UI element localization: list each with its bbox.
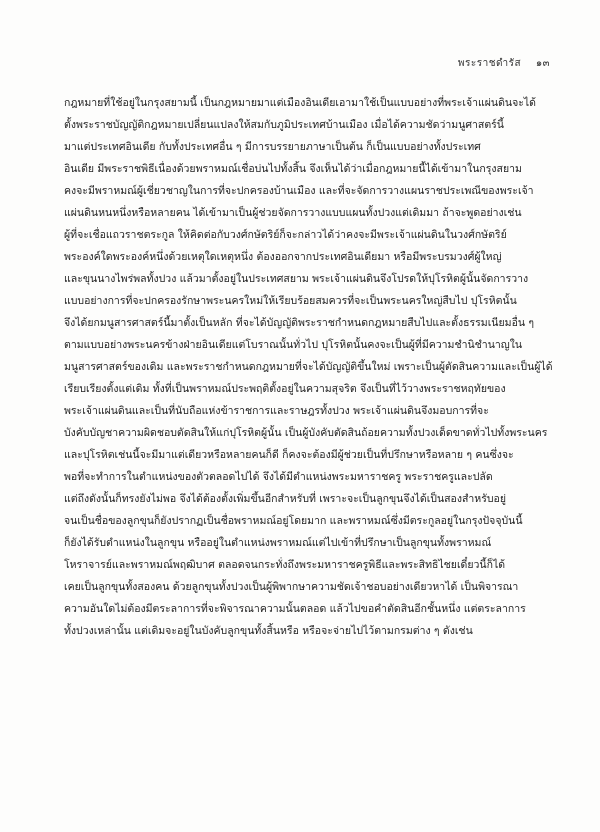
text-line: โหราจารย์และพราหมณ์พฤฒิบาศ ตลอดจนกระทั่งถึงพระมหาราชครูพิธีและพระสิทธิไชยเดี๋ยวนี้ก็ได้ xyxy=(64,559,506,571)
text-line: คงจะมีพราหมณ์ผู้เชี่ยวชาญในการที่จะปกครองบ้านเมือง และที่จะจัดการวางแผนราชประเพณีของพระเจ้า xyxy=(64,185,534,197)
text-line: พระองค์ใดพระองค์หนึ่งด้วยเหตุใดเหตุหนึ่ง ต้องออกจากประเทศอินเดียมา หรือมีพระบรมวงศ์ผู้ใหญ่ xyxy=(64,251,502,263)
text-line: และขุนนางไพร่พลทั้งปวง แล้วมาตั้งอยู่ในประเทศสยาม พระเจ้าแผ่นดินจึงโปรดให้ปุโรหิตผู้นั้นจัดการวาง xyxy=(64,273,529,285)
text-line: แผ่นดินหนหนึ่งหรือหลายคน ได้เข้ามาเป็นผู้ช่วยจัดการวางแบบแผนทั้งปวงแต่เดิมมา ถ้าจะพูดอย่างเช่น xyxy=(64,207,522,219)
text-line: มาแต่ประเทศอินเดีย กับทั้งประเทศอื่น ๆ มีการบรรยายภาษาเป็นต้น ก็เป็นแบบอย่างทั้งประเทศ xyxy=(64,141,481,153)
text-line: แต่ถึงดังนั้นก็ทรงยังไม่พอ จึงได้ต้องตั้งเพิ่มขึ้นอีกสำหรับที่ เพราะจะเป็นลูกขุนจึงได้เป็นสองสำหรับอยู่ xyxy=(64,493,506,505)
text-line: ตามแบบอย่างพระนครข้างฝ่ายอินเดียแต่โบราณนั้นทั่วไป ปุโรหิตนั้นคงจะเป็นผู้ที่มีความชำนิชำนาญใน xyxy=(64,339,523,351)
text-line: ตั้งพระราชบัญญัติกฎหมายเปลี่ยนแปลงให้สมกับภูมิประเทศบ้านเมือง เมื่อได้ความชัดว่ามนูศาสตร์นี้ xyxy=(64,119,504,131)
text-line: เรียบเรียงตั้งแต่เดิม ทั้งที่เป็นพราหมณ์ประพฤติตั้งอยู่ในความสุจริต จึงเป็นที่ไว้วางพระราชหฤทัยของ xyxy=(64,383,506,395)
text-line: กฎหมายที่ใช้อยู่ในกรุงสยามนี้ เป็นกฎหมายมาแต่เมืองอินเดียเอามาใช้เป็นแบบอย่างที่พระเจ้าแผ่นดินจะได้ xyxy=(64,97,536,109)
text-line: ผู้ที่จะเชื่อแถวราชตระกูล ให้คิดต่อกับวงศ์กษัตริย์ก็จะกล่าวได้ว่าคงจะมีพระเจ้าแผ่นดินในวงศ์กษัตริย์ xyxy=(64,229,507,241)
text-line: แบบอย่างการที่จะปกครองรักษาพระนครใหม่ให้เรียบร้อยสมควรที่จะเป็นพระนครใหญ่สืบไป ปุโรหิตนั้น xyxy=(64,295,517,307)
running-title: พระราชดำรัส xyxy=(457,58,522,69)
text-line: ทั้งปวงเหล่านั้น แต่เดิมจะอยู่ในบังคับลูกขุนทั้งสิ้นหรือ หรือจะจ่ายไปไว้ตามกรมต่าง ๆ ดังเช่น xyxy=(64,625,473,637)
text-line: เคยเป็นลูกขุนทั้งสองคน ด้วยลูกขุนทั้งปวงเป็นผู้พิพากษาความชัดเจ้าชอบอย่างเดียวหาได้ เป็นพิจารณา xyxy=(64,581,519,593)
text-line: ก็ยังได้รับตำแหน่งในลูกขุน หรืออยู่ในตำแหน่งพราหมณ์แต่ไปเข้าที่ปรึกษาเป็นลูกขุนทั้งพราหมณ์ xyxy=(64,537,492,549)
text-line: และปุโรหิตเช่นนี้จะมีมาแต่เดียวหรือหลายคนก็ดี ก็คงจะต้องมีผู้ช่วยเป็นที่ปรึกษาหรือหลาย ๆ คนซึ่งจะ xyxy=(64,449,514,461)
text-line: จึงได้ยกมนูสารศาสตร์นี้มาตั้งเป็นหลัก ที่จะได้บัญญัติพระราชกำหนดกฎหมายสืบไปและตั้งธรรมเนียมอื่น ๆ xyxy=(64,317,535,329)
page-number: ๑๓ xyxy=(535,58,550,69)
text-line: บังคับบัญชาความผิดชอบตัดสินให้แก่ปุโรหิตผู้นั้น เป็นผู้บังคับตัดสินถ้อยความทั้งปวงเด็ดขาดทั่วไปทั้งพระนคร xyxy=(64,427,548,439)
text-line: จนเป็นชื่อของลูกขุนก็ยังปรากฏเป็นชื่อพราหมณ์อยู่โดยมาก และพราหมณ์ซึ่งมีตระกูลอยู่ในกรุงปัจจุบันนี้ xyxy=(64,515,523,527)
text-line: พอที่จะทำการในตำแหน่งของตัวตลอดไปได้ จึงได้มีตำแหน่งพระมหาราชครู พระราชครูและปลัด xyxy=(64,471,493,483)
body-text xyxy=(64,92,584,642)
page-header xyxy=(458,56,550,71)
text-line: มนูสารศาสตร์ของเดิม และพระราชกำหนดกฎหมายที่จะได้บัญญัติขึ้นใหม่ เพราะเป็นผู้ตัดสินความและเป็นผู้ได้ xyxy=(64,361,553,373)
text-line: พระเจ้าแผ่นดินและเป็นที่นับถือแห่งข้าราชการและราษฎรทั้งปวง พระเจ้าแผ่นดินจึงมอบการที่จะ xyxy=(64,405,489,417)
text-line: ความอันใดไม่ต้องมีตระลาการที่จะพิจารณาความนั้นตลอด แล้วไปขอคำตัดสินอีกชั้นหนึ่ง แต่ตระลาการ xyxy=(64,603,526,615)
text-line: อินเดีย มีพระราชพิธีเนื่องด้วยพราหมณ์เชื่อบ่นไปทั้งสิ้น จึงเห็นได้ว่าเมื่อกฎหมายนี้ได้เข้ามาในกรุงสยาม xyxy=(64,163,522,175)
